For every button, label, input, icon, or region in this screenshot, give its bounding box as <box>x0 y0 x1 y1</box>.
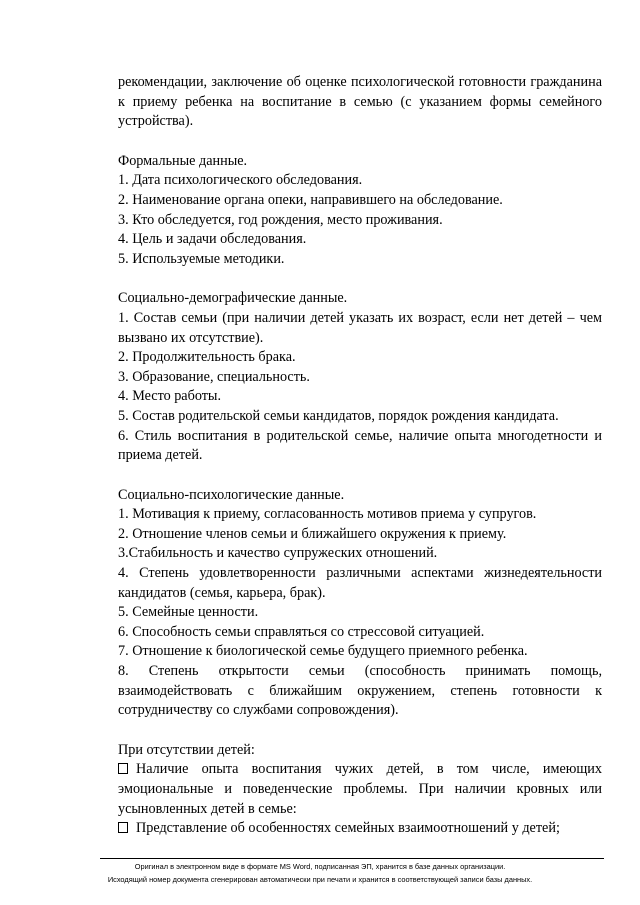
list-item: 5. Семейные ценности. <box>118 604 259 621</box>
list-item: 4. Цель и задачи обследования. <box>118 231 307 248</box>
social-demographic-heading: Социально-демографические данные. <box>118 290 348 307</box>
list-item: 1. Состав семьи (при наличии детей указать их возраст, если нет детей – чем вызвано их отсутствие). <box>118 309 602 346</box>
footer-divider <box>100 858 604 859</box>
list-item: 6. Способность семьи справляться со стрессовой ситуацией. <box>118 623 485 640</box>
no-children-section <box>118 741 602 839</box>
social-psychological-section <box>118 486 602 721</box>
list-item: 2. Наименование органа опеки, направившего на обследование. <box>118 191 503 208</box>
bullet-text: Представление об особенностях семейных взаимоотношений у детей; <box>136 820 560 837</box>
list-item: 3. Образование, специальность. <box>118 368 310 385</box>
list-item: 2. Отношение членов семьи и ближайшего окружения к приему. <box>118 525 507 542</box>
checkbox-bullet-icon <box>118 822 128 833</box>
bullet-item <box>118 760 602 819</box>
social-demographic-section <box>118 289 602 465</box>
list-item: 4. Степень удовлетворенности различными аспектами жизнедеятельности кандидатов (семья, карьера, брак). <box>118 565 602 601</box>
list-item: 3.Стабильность и качество супружеских отношений. <box>118 545 438 562</box>
list-item: 4. Место работы. <box>118 388 222 405</box>
list-item: 1. Дата психологического обследования. <box>118 172 363 189</box>
checkbox-bullet-icon <box>118 763 128 774</box>
list-item: 5. Состав родительской семьи кандидатов, порядок рождения кандидата. <box>118 407 559 424</box>
list-item: 6. Стиль воспитания в родительской семье, наличие опыта многодетности и приема детей. <box>118 427 602 464</box>
bullet-text: Наличие опыта воспитания чужих детей, в том числе, имеющих эмоциональные и поведенческие проблемы. При наличии кровных или усыновленных детей в семье: <box>118 761 602 817</box>
social-psychological-heading: Социально-психологические данные. <box>118 486 345 503</box>
formal-data-section <box>118 152 602 270</box>
footer-line-1: Оригинал в электронном виде в формате MS Word, подписанная ЭП, хранится в базе данных организации. <box>134 862 506 871</box>
footer-line-2: Исходящий номер документа сгенерирован автоматически при печати и хранится в соответствующей записи базы данных. <box>107 875 533 884</box>
list-item: 8. Степень открытости семьи (способность принимать помощь, взаимодействовать с ближайшим окружением, степень готовности к сотрудничеству со службами сопровождения). <box>118 663 602 719</box>
formal-data-heading: Формальные данные. <box>118 152 248 169</box>
list-item: 5. Используемые методики. <box>118 250 285 267</box>
page-footer <box>0 860 640 886</box>
list-item: 3. Кто обследуется, год рождения, место проживания. <box>118 211 443 228</box>
list-item: 2. Продолжительность брака. <box>118 349 296 366</box>
document-page <box>118 73 602 839</box>
list-item: 1. Мотивация к приему, согласованность мотивов приема у супругов. <box>118 506 537 523</box>
intro-paragraph: рекомендации, заключение об оценке психологической готовности гражданина к приему ребенка на воспитание в семью (с указанием формы семейного устройства). <box>118 74 602 130</box>
no-children-heading: При отсутствии детей: <box>118 741 255 758</box>
bullet-item <box>118 819 602 839</box>
list-item: 7. Отношение к биологической семье будущего приемного ребенка. <box>118 643 528 660</box>
